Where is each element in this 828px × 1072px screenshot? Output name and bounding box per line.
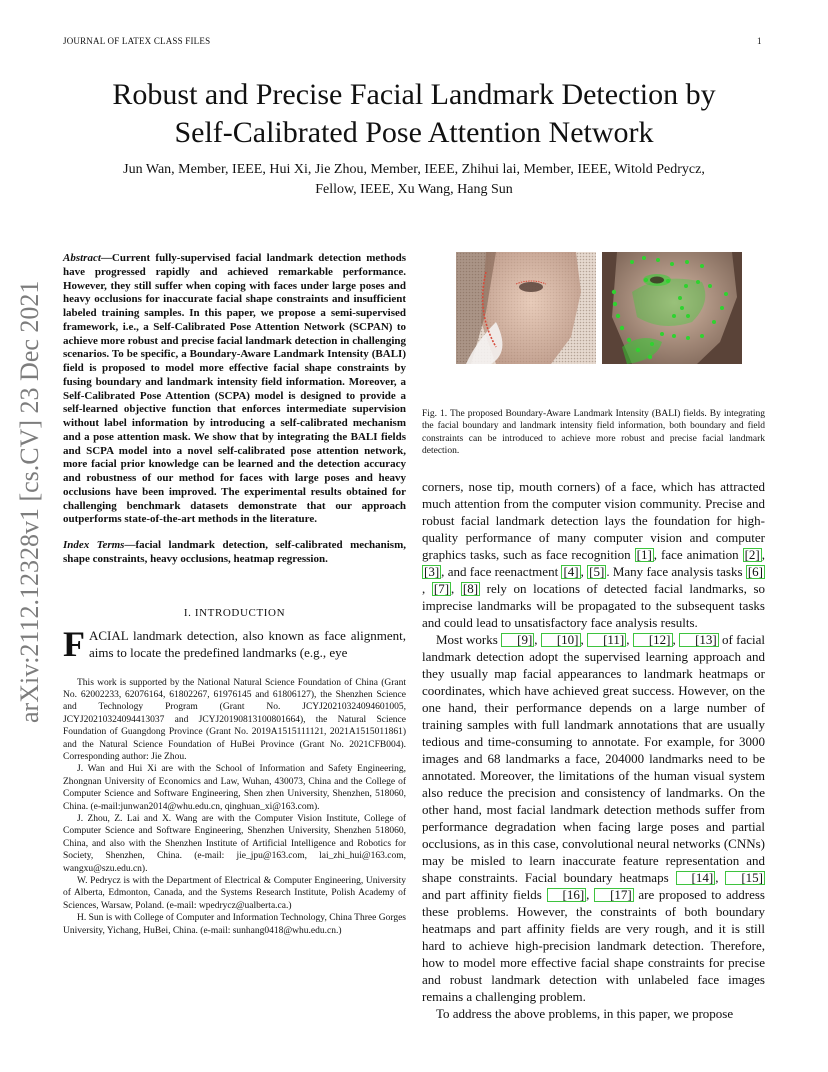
text-run: Most works bbox=[436, 631, 502, 647]
left-column bbox=[63, 252, 406, 937]
citation-link[interactable]: [16] bbox=[547, 888, 587, 902]
citation-link[interactable]: [13] bbox=[679, 633, 719, 647]
text-run: , bbox=[672, 631, 680, 647]
abstract bbox=[63, 252, 406, 527]
footnotes bbox=[63, 677, 406, 938]
text-run: , bbox=[761, 546, 765, 562]
citation-link[interactable]: [8] bbox=[462, 580, 479, 596]
title-line-2: Self-Calibrated Pose Attention Network bbox=[174, 116, 654, 149]
text-run: , bbox=[534, 631, 541, 647]
citation-link[interactable]: [9] bbox=[501, 633, 534, 647]
face-landmark-image bbox=[602, 252, 742, 364]
text-run: are proposed to address these problems. However, the constraints of both boundary heatmaps and part affinity fields are very rough, and it is still hard to achieve high-precision landmark detection. Therefore, how to model more effective facial shape constraints for precise and robust landmark detection with unlabeled face images remains a challenging problem. bbox=[422, 886, 765, 1004]
abstract-text: —Current fully-supervised facial landmark detection methods have progressed rapidly and achieved remarkable performance. However, they still suffer when coping with faces under large poses and heavy occlusions for inaccurate facial shape constraints and insufficient labeled training samples. In this paper, we propose a semi-supervised framework, i.e., a Self-Calibrated Pose Attention Network (SCPAN) to achieve more robust and precise facial landmark detection in challenging scenarios. To be specific, a Boundary-Aware Landmark Intensity (BALI) field is proposed to model more effective facial shape constraints by fusing boundary and landmark intensity field information. Moreover, a Self-Calibrated Pose Attention (SCPA) model is designed to provide a self-learned objective function that enforces intermediate supervision without label information by introducing a self-calibrated mechanism and a pose attention mask. We show that by integrating the BALI fields and SCPA model into a novel self-calibrated pose attention network, more facial prior knowledge can be learned and the detection accuracy and robustness of our method for faces with large poses and heavy occlusions have been improved. The experimental results obtained for challenging benchmark datasets demonstrate that our approach outperforms state-of-the-art methods in the literature. bbox=[63, 252, 406, 526]
arxiv-stamp: arXiv:2112.12328v1 [cs.CV] 23 Dec 2021 bbox=[15, 280, 44, 723]
paper-title bbox=[60, 76, 768, 152]
text-run: , bbox=[451, 580, 461, 596]
index-terms-text: —facial landmark detection, self-calibrated mechanism, shape constraints, heavy occlusions, heatmap regression. bbox=[63, 539, 406, 565]
citation-link[interactable]: [5] bbox=[589, 563, 605, 579]
text-run: corners, nose tip, mouth corners) of a face, which has attracted much attention from the computer vision community. Precise and robust facial landmark detection lays the foundation for high-quality performance of many computer vision and computer graphics tasks, such as face recognition bbox=[422, 478, 765, 562]
text-run: , bbox=[580, 631, 588, 647]
paragraph bbox=[422, 631, 765, 1005]
citation-link[interactable]: [14] bbox=[676, 871, 716, 885]
author-list bbox=[60, 160, 768, 200]
footnote-affiliation: J. Wan and Hui Xi are with the School of Information and Safety Engineering, Zhongnan University of Economics and Law, Wuhan, 430073, China and the College of Computer Science and Software Engineering, Shen zhen University, Shenzhen, 518060, China. (e-mail:junwan2014@whu.edu.cn, qinghuan_xi@163.com). bbox=[63, 764, 406, 812]
section-heading: I. INTRODUCTION bbox=[183, 606, 286, 619]
citation-link[interactable]: [10] bbox=[541, 633, 581, 647]
citation-link[interactable]: [2] bbox=[744, 546, 760, 562]
paragraph bbox=[422, 478, 765, 631]
figure-1 bbox=[422, 252, 765, 392]
text-run: , bbox=[586, 886, 595, 902]
text-run: , and face reenactment bbox=[441, 563, 562, 579]
citation-link[interactable]: [3] bbox=[424, 563, 440, 579]
citation-link[interactable]: [4] bbox=[563, 563, 579, 579]
footnote-funding: This work is supported by the National Natural Science Foundation of China (Grant No. 62002233, 62076164, 61802267, 61976145 and 61806127), the Shenzhen Science and Technology Program (Grant No. JCYJ20210324094601005, JCYJ20210324094413037 and JCYJ20190813100801664), the Natural Science Foundation of Guangdong Province (Grant No. 2019A1515111121, 2021A1515011861) and the Natural Science Foundation of HuBei Province (Grant No. 2021CFB004). Corresponding author: Jie Zhou. bbox=[63, 677, 406, 762]
right-column bbox=[422, 252, 765, 1022]
abstract-label: Abstract bbox=[63, 252, 101, 264]
figure-caption: Fig. 1. The proposed Boundary-Aware Landmark Intensity (BALI) fields. By integrating the facial boundary and landmark intensity field information, both boundary and field constraints can be introduced to achieve more robust and precise facial landmark detection. bbox=[422, 409, 765, 457]
citation-link[interactable]: [11] bbox=[587, 633, 626, 647]
index-terms bbox=[63, 539, 406, 567]
citation-link[interactable]: [17] bbox=[594, 888, 634, 902]
text-run: , bbox=[580, 563, 588, 579]
citation-link[interactable]: [6] bbox=[747, 563, 763, 579]
text-run: of facial landmark detection adopt the supervised learning approach and they usually map facial appearances to landmark heatmaps or coordinates, which have achieved great success. However, on the one hand, their performance depends on a large number of training samples with full landmark annotations that are usually tedious and time-consuming to annotate. For example, for 3000 images and 68 landmarks a face, 204000 landmarks need to be annotated. Moreover, the limitations of the human visual system also reduce the precision and consistency of landmarks. On the other hand, most facial landmark detection methods suffer from performance degradation when facing large poses and partial occlusions, as in this case, convolutional neural networks (CNNs) may be misled to learn inaccurate feature representation and shape constraints. Facial boundary heatmaps bbox=[422, 631, 766, 885]
footnote-affiliation: J. Zhou, Z. Lai and X. Wang are with the Computer Vision Institute, College of Computer Science and Software Engineering, Shenzhen University, Shenzhen 518060, China, and also with the Shenzhen Institute of Artificial Intelligence and Robotics for Society, Shenzhen, China. (e-mail: jie_jpu@163.com, lai_zhi_hui@163.com, wangxu@szu.edu.cn). bbox=[63, 813, 406, 874]
citation-link[interactable]: [1] bbox=[636, 546, 652, 562]
text-run: . Many face analysis tasks bbox=[606, 563, 746, 579]
text-run: , face animation bbox=[653, 546, 743, 562]
authors-line-2: Fellow, IEEE, Xu Wang, Hang Sun bbox=[315, 182, 513, 197]
drop-cap: F bbox=[63, 623, 85, 664]
citation-link[interactable]: [15] bbox=[725, 871, 765, 885]
index-terms-label: Index Terms bbox=[63, 539, 125, 551]
footnote-affiliation: H. Sun is with College of Computer and Information Technology, China Three Gorges University, Yichang, HuBei, China. (e-mail: sunhang0418@whu.edu.cn.) bbox=[63, 913, 406, 936]
text-run: rely on locations of detected facial landmarks, so imprecise landmarks will be propagated to the subsequent tasks and could lead to unsatisfactory face analysis results. bbox=[422, 580, 766, 630]
text-run: , bbox=[422, 580, 432, 596]
intro-text: ACIAL landmark detection, also known as face alignment, aims to locate the predefined landmarks (e.g., eye bbox=[89, 627, 406, 660]
citation-link[interactable]: [7] bbox=[433, 580, 450, 596]
intro-paragraph bbox=[63, 623, 406, 664]
text-run: , bbox=[626, 631, 633, 647]
face-boundary-image bbox=[456, 252, 596, 364]
running-header: JOURNAL OF LATEX CLASS FILES bbox=[63, 36, 211, 46]
title-line-1: Robust and Precise Facial Landmark Detection by bbox=[112, 78, 716, 111]
page-number: 1 bbox=[757, 36, 762, 46]
paragraph: To address the above problems, in this paper, we propose bbox=[436, 1005, 734, 1021]
authors-line-1: Jun Wan, Member, IEEE, Hui Xi, Jie Zhou, Member, IEEE, Zhihui lai, Member, IEEE, Witold Pedrycz, bbox=[123, 162, 705, 177]
text-run: , bbox=[715, 869, 726, 885]
intro-continued bbox=[422, 478, 765, 1022]
footnote-affiliation: W. Pedrycz is with the Department of Electrical & Computer Engineering, University of Alberta, Edmonton, Canada, and the Systems Research Institute, Polish Academy of Sciences, Warsaw, Poland. (e-mail: wpedrycz@ualberta.ca.) bbox=[63, 876, 406, 911]
citation-link[interactable]: [12] bbox=[633, 633, 673, 647]
text-run: and part affinity fields bbox=[422, 886, 547, 902]
